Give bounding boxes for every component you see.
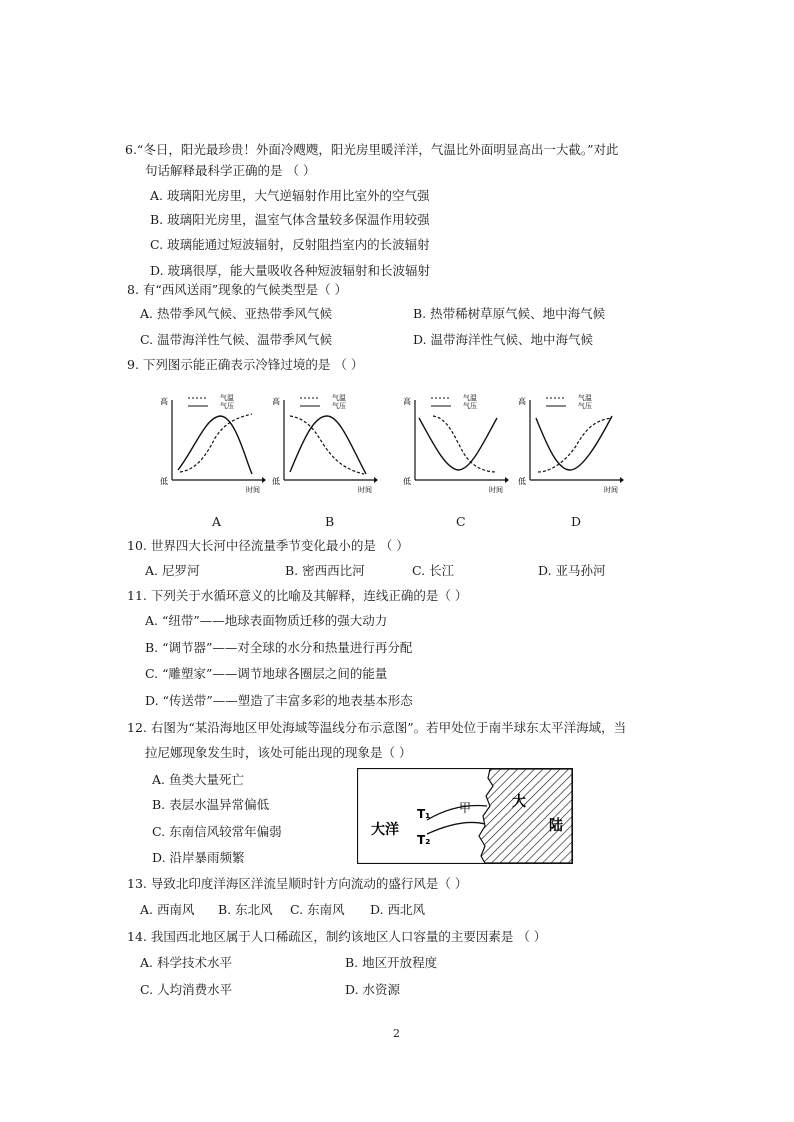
chart-d: [518, 388, 628, 498]
q14-option-d: D. 水资源: [345, 982, 401, 997]
q14-stem: 14. 我国西北地区属于人口稀疏区，制约该地区人口容量的主要因素是 （ ）: [127, 929, 547, 944]
chart-b-low: 低: [272, 477, 280, 486]
q6-option-b: B. 玻璃阳光房里，温室气体含量较多保温作用较强: [150, 212, 430, 227]
chart-d-pressure-curve: [536, 416, 612, 470]
q12-option-d: D. 沿岸暴雨频繁: [152, 850, 245, 865]
q6-option-d: D. 玻璃很厚，能大量吸收各种短波辐射和长波辐射: [150, 263, 431, 278]
q13-option-a: A. 西南风: [140, 902, 195, 917]
q10-option-b: B. 密西西比河: [285, 563, 365, 578]
chart-b-high: 高: [272, 397, 280, 406]
isotherm-map: [357, 768, 573, 864]
q11-option-a: A. “纽带”——地球表面物质迁移的强大动力: [145, 613, 388, 628]
chart-a-low: 低: [160, 477, 168, 486]
chart-a: [160, 388, 270, 498]
chart-a-xlabel: 时间: [246, 486, 260, 494]
chart-a-pressure-curve: [178, 416, 252, 474]
chart-b-pressure-curve: [290, 416, 366, 474]
q13-stem: 13. 导致北印度洋海区洋流呈顺时针方向流动的盛行风是（ ）: [127, 876, 468, 891]
map-continent-label-1: 大: [512, 794, 526, 810]
chart-c-xlabel: 时间: [489, 486, 503, 494]
map-t2-label: T₂: [417, 833, 431, 847]
chart-c-label: C: [456, 514, 466, 529]
chart-d-legend-dashed: 气温: [578, 394, 592, 402]
q14-option-b: B. 地区开放程度: [345, 955, 438, 970]
q10-option-a: A. 尼罗河: [145, 563, 200, 578]
q14-option-a: A. 科学技术水平: [140, 955, 232, 970]
q11-option-d: D. “传送带”——塑造了丰富多彩的地表基本形态: [145, 693, 413, 708]
chart-d-legend-solid: 气压: [578, 402, 592, 410]
q11-stem: 11. 下列关于水循环意义的比喻及其解释，连线正确的是（ ）: [127, 588, 468, 603]
chart-c-high: 高: [403, 397, 411, 406]
chart-a-high: 高: [160, 397, 168, 406]
chart-c-x-arrow: [505, 477, 509, 483]
chart-d-low: 低: [518, 477, 526, 486]
q6-option-a: A. 玻璃阳光房里，大气逆辐射作用比室外的空气强: [150, 188, 430, 203]
chart-d-xlabel: 时间: [604, 486, 618, 494]
chart-d-temperature-curve: [538, 418, 612, 472]
chart-b-xlabel: 时间: [358, 486, 372, 494]
map-ocean-label: 大洋: [371, 822, 399, 838]
q8-option-a: A. 热带季风气候、亚热带季风气候: [140, 306, 332, 321]
q8-stem: 8. 有“西风送雨”现象的气候类型是（ ）: [127, 282, 348, 297]
chart-d-high: 高: [518, 397, 526, 406]
q13-option-d: D. 西北风: [370, 902, 426, 917]
q8-option-c: C. 温带海洋性气候、温带季风气候: [140, 332, 333, 347]
chart-d-x-arrow: [620, 477, 624, 483]
q10-stem: 10. 世界四大长河中径流量季节变化最小的是 （ ）: [127, 538, 409, 553]
q6-stem-line-1: 6.“冬日，阳光最珍贵！外面冷飕飕，阳光房里暖洋洋，气温比外面明显高出一大截。”对此: [125, 142, 619, 157]
q8-option-d: D. 温带海洋性气候、地中海气候: [413, 332, 594, 347]
q12-stem-line-1: 12. 右图为“某沿海地区甲处海域等温线分布示意图”。若甲处位于南半球东太平洋海域，当: [127, 720, 627, 735]
chart-b-x-arrow: [374, 477, 378, 483]
q11-option-b: B. “调节器”——对全球的水分和热量进行再分配: [145, 640, 413, 655]
q12-stem-line-2: 拉尼娜现象发生时，该处可能出现的现象是（ ）: [145, 745, 412, 760]
q12-option-a: A. 鱼类大量死亡: [152, 772, 244, 787]
chart-c-low: 低: [403, 477, 411, 486]
chart-c-legend-dashed: 气温: [463, 394, 477, 402]
chart-c-temperature-curve: [433, 416, 497, 472]
q11-option-c: C. “雕塑家”——调节地球各圈层之间的能量: [145, 666, 388, 681]
continent-coast: [479, 769, 572, 863]
chart-a-legend-dashed: 气温: [220, 394, 234, 402]
q6-option-c: C. 玻璃能通过短波辐射，反射阻挡室内的长波辐射: [150, 237, 430, 252]
map-point-jia: 甲: [459, 801, 472, 815]
map-continent-label-2: 陆: [549, 818, 563, 834]
chart-a-label: A: [212, 514, 222, 529]
q13-option-b: B. 东北风: [218, 902, 273, 917]
q13-option-c: C. 东南风: [290, 902, 345, 917]
q10-option-c: C. 长江: [412, 563, 455, 578]
q12-option-c: C. 东南信风较常年偏弱: [152, 824, 282, 839]
q8-option-b: B. 热带稀树草原气候、地中海气候: [413, 306, 606, 321]
chart-b: [272, 388, 382, 498]
chart-b-legend-solid: 气压: [332, 402, 346, 410]
chart-c-legend-solid: 气压: [463, 402, 477, 410]
q6-stem-line-2: 句话解释最科学正确的是 （ ）: [145, 163, 316, 178]
q12-option-b: B. 表层水温异常偏低: [152, 797, 270, 812]
q10-option-d: D. 亚马孙河: [538, 563, 606, 578]
q14-option-c: C. 人均消费水平: [140, 982, 233, 997]
chart-b-legend-dashed: 气温: [332, 394, 346, 402]
chart-c: [403, 388, 513, 498]
page-number: 2: [393, 1027, 400, 1040]
chart-a-legend-solid: 气压: [220, 402, 234, 410]
chart-c-pressure-curve: [419, 418, 497, 470]
map-t1-label: T₁: [417, 807, 431, 821]
q9-stem: 9. 下列图示能正确表示冷锋过境的是 （ ）: [127, 357, 364, 372]
chart-a-x-arrow: [262, 477, 266, 483]
chart-d-label: D: [571, 514, 582, 529]
chart-b-label: B: [325, 514, 335, 529]
